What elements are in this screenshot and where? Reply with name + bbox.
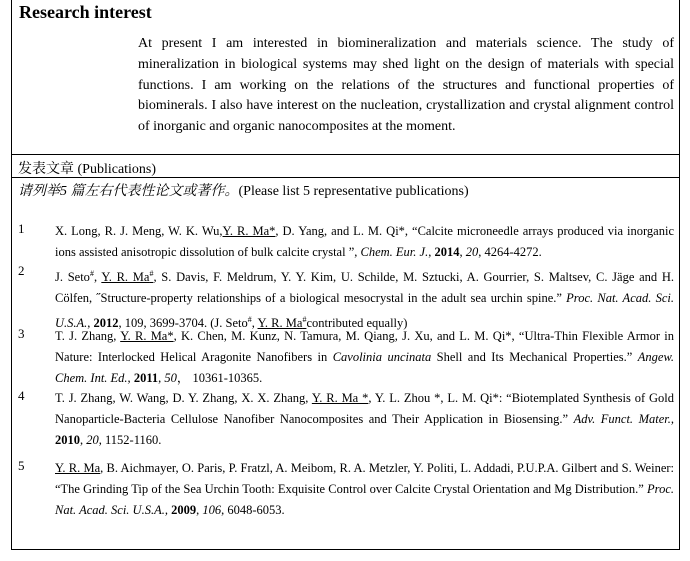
publication-citation: T. J. Zhang, Y. R. Ma*, K. Chen, M. Kunz, N. Tamura, M. Qiang, J. Xu, and L. M. Qi*, “Ultra-Thin Flexible Armor in Nature: Interlocked Helical Aragonite Nanofibers in Cavolinia uncinata Shell and Its Mechanical Properties.” Angew. Chem. Int. Ed., 2011, 50， 10361-10365. [55, 329, 675, 385]
highlighted-author: Y. R. Ma* [222, 224, 276, 238]
publications-section [11, 154, 680, 550]
year: 2010 [55, 433, 80, 447]
research-paragraph: At present I am interested in biomineralization and materials science. The study of mineralization in biological systems may shed light on the design of materials with special functions. I am working on the relations of the structures and functional properties of biominerals. I also have interest on the nucleation, crystallization and crystal alignment control of inorganic and organic nanocomposites at the moment. [138, 36, 674, 135]
volume: 106 [202, 503, 222, 517]
authors: X. Long, R. J. Meng, W. K. Wu, [55, 224, 223, 238]
title-end: Shell and Its Mechanical Properties.” [431, 350, 638, 364]
publication-number: 2 [18, 263, 25, 278]
journal: Proc. Nat. Acad. Sci. U.S.A. [55, 291, 674, 331]
instruction-chinese: 请列举5 篇左右代表性论文或著作。 [18, 184, 239, 199]
research-interest-section [11, 0, 680, 155]
volume: 20 [86, 433, 99, 447]
publication-number: 3 [18, 326, 25, 341]
volume: 50 [164, 371, 177, 385]
authors-title: , D. Yang, and L. M. Qi*, “Calcite microneedle arrays produced via inorganic ions assisted anisotropic dissolution of bulk calcite crystal ”, [55, 224, 675, 259]
publications-instruction [18, 180, 469, 200]
publication-number: 5 [18, 458, 25, 473]
year: 2014 [434, 245, 460, 259]
volume: 20 [465, 245, 479, 259]
publication-citation: T. J. Zhang, W. Wang, D. Y. Zhang, X. X. Zhang, Y. R. Ma *, Y. L. Zhou *, L. M. Qi*: “Biotemplated Synthesis of Gold Nanoparticle-Bacteria Cellulose Nanofiber Nanocomposites and Their Application in Biosensing.” Adv. Funct. Mater., 2010, 20, 1152-1160. [55, 391, 674, 447]
journal: Adv. Funct. Mater., [573, 412, 674, 426]
note: contributed equally) [306, 316, 408, 331]
year: 2012 [93, 316, 119, 331]
volume-pages: , 109, 3699-3704. (J. Seto#, [118, 315, 258, 331]
authors-title: , K. Chen, M. Kunz, N. Tamura, M. Qiang, J. Xu, and L. M. Qi*, “Ultra-Thin Flexible Armor in Nature: Interlocked Helical Aragonite Nanofibers in [55, 329, 675, 364]
authors: J. Seto#, [55, 269, 102, 285]
journal: Proc. Nat. Acad. Sci. U.S.A., [55, 482, 674, 517]
authors-title: , B. Aichmayer, O. Paris, P. Fratzl, A. Meibom, R. A. Metzler, Y. Politi, L. Addadi, P.U.P.A. Gilbert and S. Weiner: “The Grinding Tip of the Sea Urchin Tooth: Exquisite Control over Calcite Crystal Orientation and Mg Distribution.” [55, 461, 674, 496]
authors: T. J. Zhang, [55, 329, 121, 343]
instruction-english: (Please list 5 representative publications) [238, 184, 469, 199]
authors-title: , Y. L. Zhou *, L. M. Qi*: “Biotemplated Synthesis of Gold Nanoparticle-Bacteria Cellulose Nanofiber Nanocomposites and Their Application in Biosensing.” [55, 391, 674, 426]
pages: ， 10361-10365. [176, 371, 263, 385]
year: 2009 [171, 503, 197, 517]
authors-title: , S. Davis, F. Meldrum, Y. Y. Kim, U. Schilde, M. Sztucki, A. Gourrier, S. Maltsev, C. Jäge and H. Cölfen, ˝Structure-property relationships of a biological mesocrystal in the adult sea urchin spine.” [55, 270, 675, 306]
publication-citation: Y. R. Ma, B. Aichmayer, O. Paris, P. Fratzl, A. Meibom, R. A. Metzler, Y. Politi, L. Addadi, P.U.P.A. Gilbert and S. Weiner: “The Grinding Tip of the Sea Urchin Tooth: Exquisite Control over Calcite Crystal Orientation and Mg Distribution.” Proc. Nat. Acad. Sci. U.S.A., 2009, 106, 6048-6053. [55, 461, 674, 517]
highlighted-author: Y. R. Ma# [101, 269, 154, 285]
authors: T. J. Zhang, W. Wang, D. Y. Zhang, X. X. Zhang, [55, 391, 312, 405]
journal: Angew. Chem. Int. Ed., [55, 350, 674, 385]
section-title: Research interest [19, 2, 152, 22]
publication-citation: X. Long, R. J. Meng, W. K. Wu,Y. R. Ma*, D. Yang, and L. M. Qi*, “Calcite microneedle arrays produced via inorganic ions assisted anisotropic dissolution of bulk calcite crystal ”, Chem. Eur. J., 2014, 20, 4264-4272. [55, 224, 675, 259]
publications-heading: 发表文章 (Publications) [18, 162, 157, 177]
publications-heading-row [12, 155, 679, 178]
species-name: Cavolinia uncinata [332, 350, 432, 364]
publication-number: 1 [18, 221, 25, 236]
publication-citation: J. Seto#, Y. R. Ma#, S. Davis, F. Meldrum, Y. Y. Kim, U. Schilde, M. Sztucki, A. Gourrier, S. Maltsev, C. Jäge and H. Cölfen, ˝Structure-property relationships of a biological mesocrystal in the adult sea urchin spine.” Proc. Nat. Acad. Sci. U.S.A., 2012, 109, 3699-3704. (J. Seto#, Y. R. Ma#contributed equally) [55, 269, 675, 331]
pages: , 6048-6053. [221, 503, 285, 517]
highlighted-author: Y. R. Ma* [120, 329, 174, 343]
highlighted-author: Y. R. Ma * [311, 391, 369, 405]
pages: , 4264-4272. [478, 245, 542, 259]
highlighted-author: Y. R. Ma# [257, 315, 307, 331]
highlighted-author: Y. R. Ma [55, 461, 101, 475]
year: 2011 [133, 371, 159, 385]
publication-number: 4 [18, 388, 25, 403]
pages: , 1152-1160. [98, 433, 162, 447]
journal: Chem. Eur. J. [360, 245, 429, 259]
